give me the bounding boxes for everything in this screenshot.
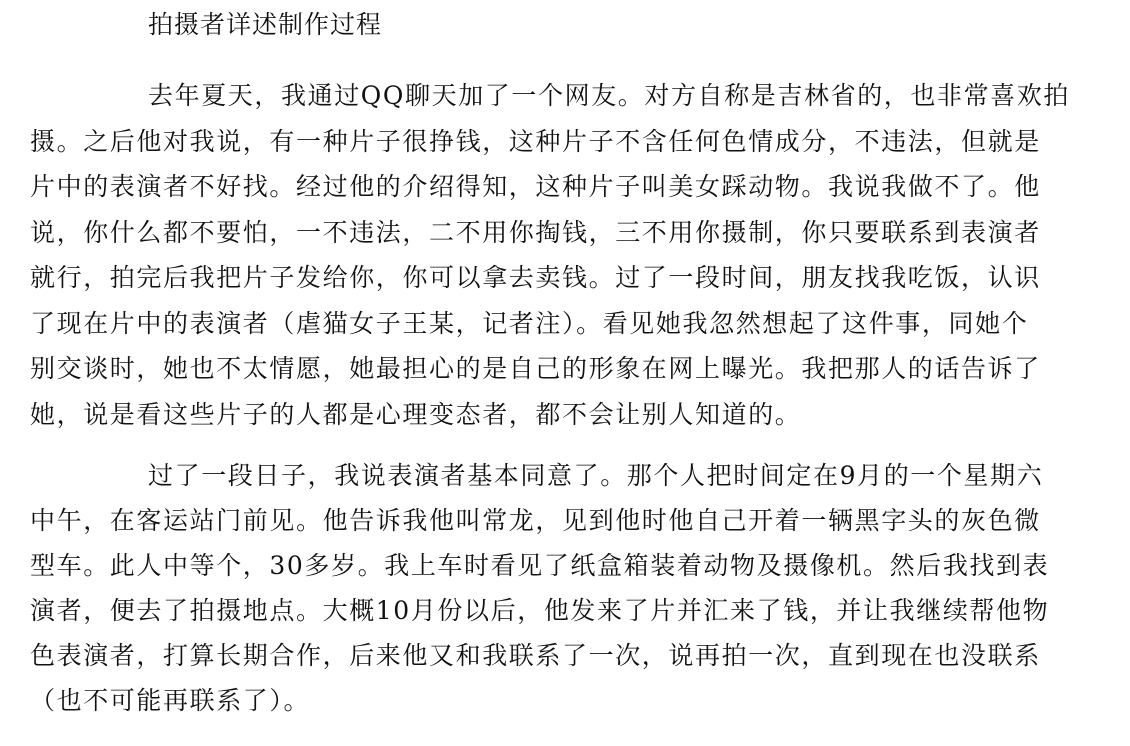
paragraph-1-line-8: 她，说是看这些片子的人都是心理变态者，都不会让别人知道的。 [30,399,802,429]
paragraph-2-line-1: 过了一段日子，我说表演者基本同意了。那个人把时间定在9月的一个星期六 [148,461,1044,490]
paragraph-2-line-5: 色表演者，打算长期合作，后来他又和我联系了一次，说再拍一次，直到现在也没联系 [30,641,1041,670]
paragraph-2 [30,453,1110,723]
paragraph-2-line-3: 型车。此人中等个，30多岁。我上车时看见了纸盒箱装着动物及摄像机。然后我找到表 [30,551,1050,580]
paragraph-2-line-6: （也不可能再联系了）。 [30,686,311,715]
paragraph-1-line-3: 片中的表演者不好找。经过他的介绍得知，这种片子叫美女踩动物。我说我做不了。他 [30,172,1041,201]
document-title: 拍摄者详述制作过程 [148,10,383,39]
paragraph-1-line-4: 说，你什么都不要怕，一不违法，二不用你掏钱，三不用你摄制，你只要联系到表演者 [30,217,1041,247]
paragraph-1-line-5: 就行，拍完后我把片子发给你，你可以拿去卖钱。过了一段时间，朋友找我吃饭，认识 [30,263,1041,292]
paragraph-2-line-4: 演者，便去了拍摄地点。大概10月份以后，他发来了片并汇来了钱，并让我继续帮他物 [30,596,1050,625]
paragraph-1-line-7: 别交谈时，她也不太情愿，她最担心的是自己的形象在网上曝光。我把那人的话告诉了 [30,354,1041,383]
paragraph-1-line-1: 去年夏天，我通过QQ聊天加了一个网友。对方自称是吉林省的，也非常喜欢拍 [148,81,1070,110]
paragraph-1-line-6: 了现在片中的表演者（虐猫女子王某，记者注）。看见她我忽然想起了这件事，同她个 [30,308,1029,338]
paragraph-2-line-2: 中午，在客运站门前见。他告诉我他叫常龙，见到他时他自己开着一辆黑字头的灰色微 [30,506,1041,535]
paragraph-1 [30,73,1110,437]
paragraph-1-line-2: 摄。之后他对我说，有一种片子很挣钱，这种片子不含任何色情成分，不违法，但就是 [30,126,1041,156]
